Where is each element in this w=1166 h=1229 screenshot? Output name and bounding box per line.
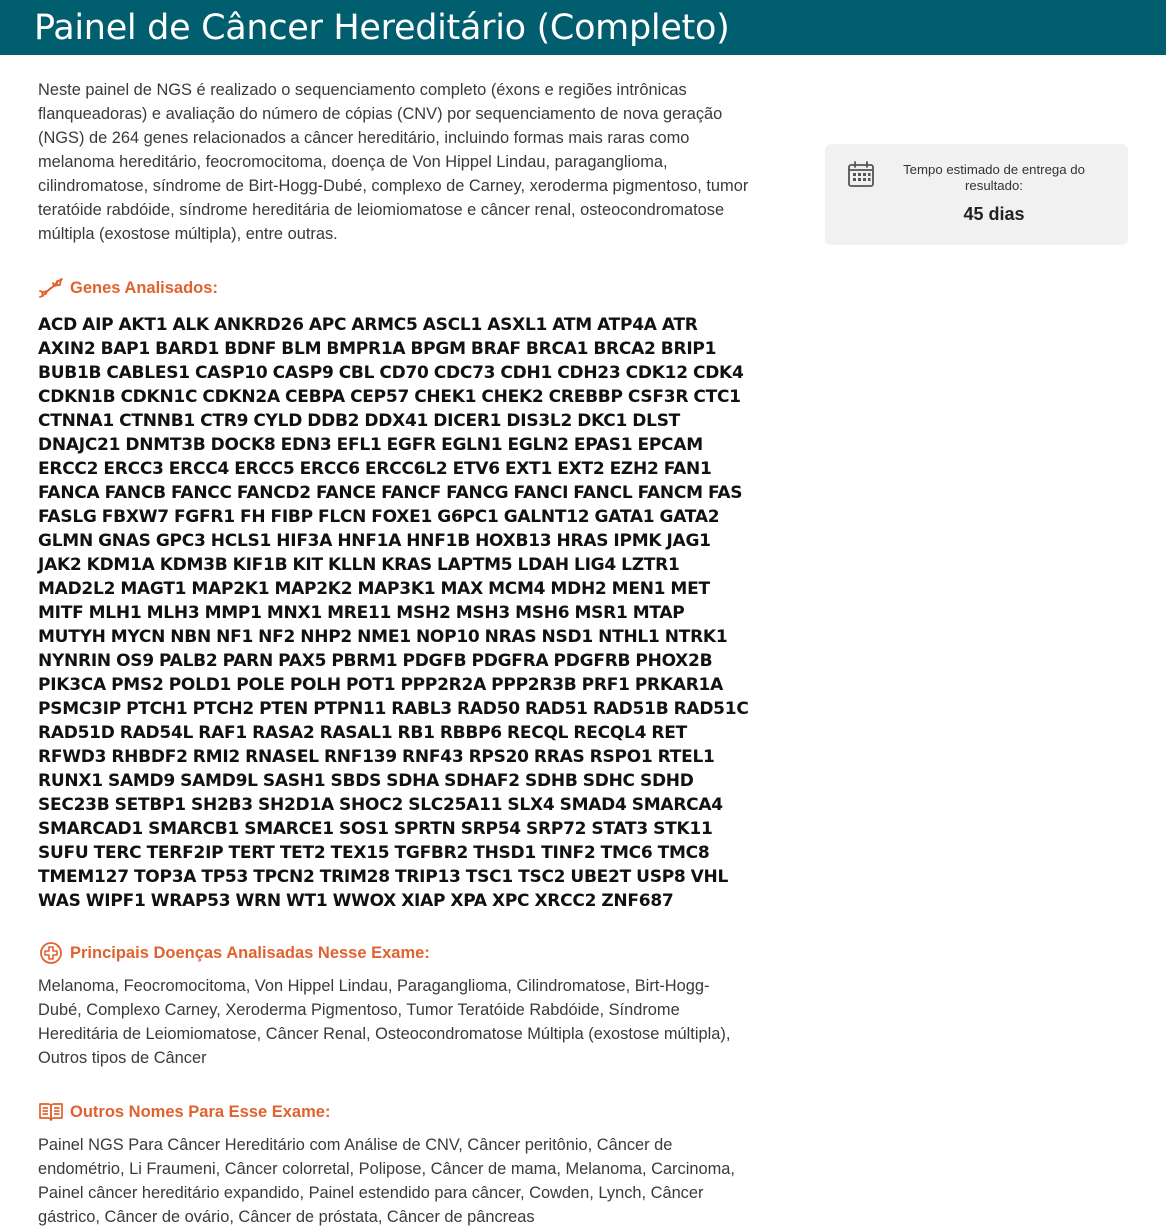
genes-title-label: Genes Analisados:	[70, 278, 218, 297]
diseases-title-label: Principais Doenças Analisadas Nesse Exame:	[70, 943, 430, 962]
genes-list: ACD AIP AKT1 ALK ANKRD26 APC ARMC5 ASCL1 ASXL1 ATM ATP4A ATR AXIN2 BAP1 BARD1 BDNF BLM BMPR1A BPGM BRAF BRCA1 BRCA2 BRIP1 BUB1B CABLES1 CASP10 CASP9 CBL CD70 CDC73 CDH1 CDH23 CDK12 CDK4 CDKN1B CDKN1C CDKN2A CEBPA CEP57 CHEK1 CHEK2 CREBBP CSF3R CTC1 CTNNA1 CTNNB1 CTR9 CYLD DDB2 DDX41 DICER1 DIS3L2 DKC1 DLST DNAJC21 DNMT3B DOCK8 EDN3 EFL1 EGFR EGLN1 EGLN2 EPAS1 EPCAM ERCC2 ERCC3 ERCC4 ERCC5 ERCC6 ERCC6L2 ETV6 EXT1 EXT2 EZH2 FAN1 FANCA FANCB FANCC FANCD2 FANCE FANCF FANCG FANCI FANCL FANCM FAS FASLG FBXW7 FGFR1 FH FIBP FLCN FOXE1 G6PC1 GALNT12 GATA1 GATA2 GLMN GNAS GPC3 HCLS1 HIF3A HNF1A HNF1B HOXB13 HRAS IPMK JAG1 JAK2 KDM1A KDM3B KIF1B KIT KLLN KRAS LAPTM5 LDAH LIG4 LZTR1 MAD2L2 MAGT1 MAP2K1 MAP2K2 MAP3K1 MAX MCM4 MDH2 MEN1 MET MITF MLH1 MLH3 MMP1 MNX1 MRE11 MSH2 MSH3 MSH6 MSR1 MTAP MUTYH MYCN NBN NF1 NF2 NHP2 NME1 NOP10 NRAS NSD1 NTHL1 NTRK1 NYNRIN OS9 PALB2 PARN PAX5 PBRM1 PDGFB PDGFRA PDGFRB PHOX2B PIK3CA PMS2 POLD1 POLE POLH POT1 PPP2R2A PPP2R3B PRF1 PRKAR1A PSMC3IP PTCH1 PTCH2 PTEN PTPN11 RABL3 RAD50 RAD51 RAD51B RAD51C RAD51D RAD54L RAF1 RASA2 RASAL1 RB1 RBBP6 RECQL RECQL4 RET RFWD3 RHBDF2 RMI2 RNASEL RNF139 RNF43 RPS20 RRAS RSPO1 RTEL1 RUNX1 SAMD9 SAMD9L SASH1 SBDS SDHA SDHAF2 SDHB SDHC SDHD SEC23B SETBP1 SH2B3 SH2D1A SHOC2 SLC25A11 SLX4 SMAD4 SMARCA4 SMARCAD1 SMARCB1 SMARCE1 SOS1 SPRTN SRP54 SRP72 STAT3 STK11 SUFU TERC TERF2IP TERT TET2 TEX15 TGFBR2 THSD1 TINF2 TMC6 TMC8 TMEM127 TOP3A TP53 TPCN2 TRIM28 TRIP13 TSC1 TSC2 UBE2T USP8 VHL WAS WIPF1 WRAP53 WRN WT1 WWOX XIAP XPA XPC XRCC2 ZNF687	[38, 315, 749, 911]
diseases-section-title	[38, 941, 750, 965]
main-content	[38, 78, 750, 1229]
intro-text: Neste painel de NGS é realizado o sequenciamento completo (éxons e regiões intrônicas flanqueadoras) e avaliação do número de cópias (CNV) por sequenciamento de nova geração (NGS) de 264 genes relacionados a câncer hereditário, incluindo formas mais raras como melanoma hereditário, feocromocitoma, doença de Von Hippel Lindau, paraganglioma, cilindromatose, síndrome de Birt-Hogg-Dubé, complexo de Carney, xeroderma pigmentoso, tumor teratóide rabdóide, síndrome hereditária de leiomiomatose e câncer renal, osteocondromatose múltipla (exostose múltipla), entre outras.	[38, 81, 749, 243]
other-names-text: Painel NGS Para Câncer Hereditário com Análise de CNV, Câncer peritônio, Câncer de endométrio, Li Fraumeni, Câncer colorretal, Polipose, Câncer de mama, Melanoma, Carcinoma, Painel câncer hereditário expandido, Painel estendido para câncer, Cowden, Lynch, Câncer gástrico, Câncer de ovário, Câncer de próstata, Câncer de pâncreas	[38, 1136, 735, 1226]
delivery-time-value: 45 dias	[963, 204, 1025, 224]
genes-section-title	[38, 276, 750, 300]
delivery-time-card	[825, 144, 1128, 245]
delivery-time-label: Tempo estimado de entrega do resultado:	[903, 162, 1085, 193]
open-book-icon	[38, 1100, 64, 1124]
page-header	[0, 0, 1166, 55]
diseases-text: Melanoma, Feocromocitoma, Von Hippel Lindau, Paraganglioma, Cilindromatose, Birt-Hogg-Dubé, Complexo Carney, Xeroderma Pigmentoso, Tumor Teratóide Rabdóide, Síndrome Hereditária de Leiomiomatose, Câncer Renal, Osteocondromatose Múltipla (exostose múltipla), Outros tipos de Câncer	[38, 977, 731, 1067]
dna-icon	[38, 276, 64, 300]
other-names-title-label: Outros Nomes Para Esse Exame:	[70, 1102, 331, 1121]
calendar-icon	[847, 160, 875, 188]
medical-cross-icon	[38, 941, 64, 965]
page-title: Painel de Câncer Hereditário (Completo)	[34, 8, 730, 48]
other-names-section-title	[38, 1100, 750, 1124]
